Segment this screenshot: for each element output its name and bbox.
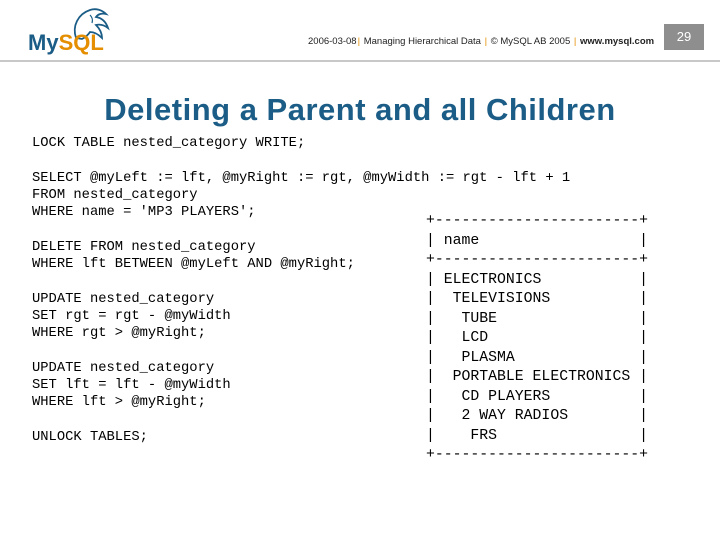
header-date: 2006-03-08 [308,36,357,47]
result-table: +-----------------------+ | name | +-----------------------+ | ELECTRONICS | | TELEVISIONS | | TUBE | | LCD | | PLASMA | | PORTABLE ELECTRONICS | | CD PLAYERS | | 2 WAY RADIOS | | FRS | +-----------------------+ [426,213,648,463]
slide-number: 29 [664,24,704,50]
sql-code-block: LOCK TABLE nested_category WRITE; SELECT @myLeft := lft, @myRight := rgt, @myWidth := rgt - lft + 1 FROM nested_category WHERE name = 'MP3 PLAYERS'; DELETE FROM nested_category WHERE lft BETWEEN @myLeft AND @myRight; UPDATE nested_category SET rgt = rgt - @myWidth WHERE rgt > @myRight; UPDATE nested_category SET lft = lft - @myWidth WHERE lft > @myRight; UNLOCK TABLES; [32,136,571,446]
header-separator: | [573,36,577,47]
header-url: www.mysql.com [579,36,655,47]
header-info [308,36,654,47]
logo-wordmark: MySQL [28,30,104,55]
header-title: Managing Hierarchical Data [363,36,481,47]
slide-title: Deleting a Parent and all Children [104,92,616,127]
slide-header [0,0,720,62]
header-separator: | [484,36,488,47]
mysql-logo [20,4,130,56]
header-separator: | [357,36,361,47]
header-copyright: © MySQL AB 2005 [490,36,571,47]
header-divider [0,60,720,62]
